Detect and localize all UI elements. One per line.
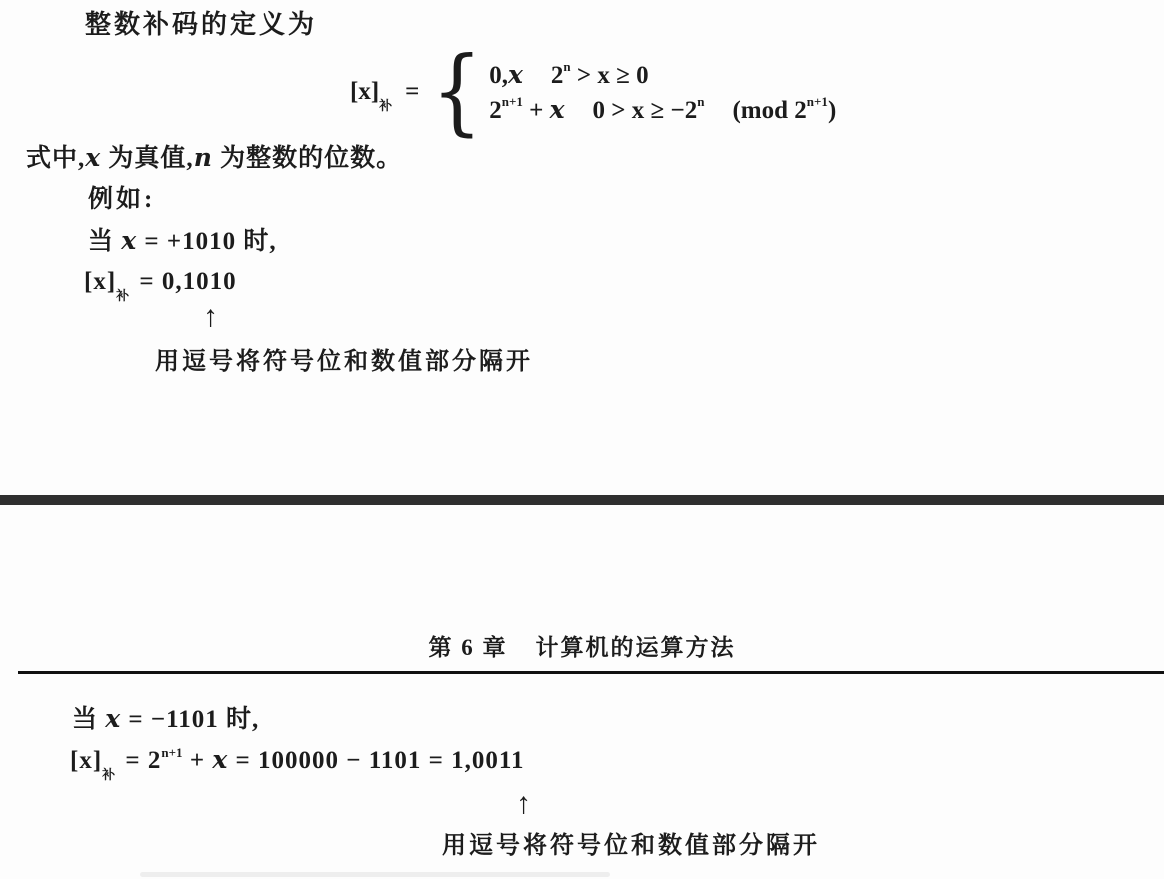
example2-complement-subscript: 补 bbox=[102, 767, 116, 782]
complement-subscript: 补 bbox=[379, 98, 393, 113]
example1-result-lhs: [x] bbox=[84, 268, 117, 295]
case2-cond-text: 0 > x ≥ −2 bbox=[592, 96, 698, 124]
intro-line: 整数补码的定义为 bbox=[85, 10, 318, 39]
equals-sign: = bbox=[405, 78, 420, 105]
case2-value-x: x bbox=[549, 94, 565, 124]
case1-value-x: x bbox=[507, 59, 523, 89]
where-p3: 为整数的位数。 bbox=[212, 145, 403, 172]
example2-result-lhs: [x] bbox=[70, 747, 103, 774]
where-p1: 式中, bbox=[26, 145, 86, 172]
case1-cond-base: 2 bbox=[550, 61, 564, 89]
case1-cond-rest: > x ≥ 0 bbox=[570, 61, 649, 89]
left-brace: { bbox=[431, 37, 483, 146]
formula-lhs bbox=[350, 78, 420, 113]
mod-exponent: n+1 bbox=[806, 94, 828, 110]
example2-result-exponent: n+1 bbox=[161, 744, 183, 760]
where-clause-line bbox=[26, 142, 402, 174]
example1-when-post: = +1010 时, bbox=[137, 228, 277, 255]
example1-result-value: = 0,1010 bbox=[132, 268, 237, 295]
formula-case-1 bbox=[489, 60, 836, 90]
example2-when-post: = −1101 时, bbox=[121, 706, 260, 733]
case2-condition bbox=[592, 94, 705, 125]
case2-value-base: 2 bbox=[489, 96, 502, 124]
example1-caption: 用逗号将符号位和数值部分隔开 bbox=[155, 349, 533, 375]
where-p2: 为真值, bbox=[101, 145, 194, 172]
mod-annotation bbox=[732, 94, 837, 125]
case1-condition bbox=[550, 59, 649, 90]
case1-cond-exponent: n bbox=[563, 59, 571, 75]
complement-definition-formula bbox=[350, 37, 837, 146]
header-rule bbox=[18, 671, 1164, 674]
page-break-divider bbox=[0, 495, 1164, 505]
example2-when-line bbox=[72, 703, 259, 735]
page-bottom-scan-smudge bbox=[140, 872, 610, 877]
example2-up-arrow: ↑ bbox=[516, 787, 531, 820]
example1-when-line bbox=[88, 225, 277, 257]
example2-when-x: x bbox=[105, 704, 122, 733]
example-label: 例如: bbox=[88, 186, 156, 213]
example2-caption: 用逗号将符号位和数值部分隔开 bbox=[442, 833, 820, 859]
chapter-number: 第 6 章 bbox=[428, 635, 508, 660]
example1-up-arrow: ↑ bbox=[203, 300, 218, 333]
case2-value bbox=[489, 95, 564, 125]
example1-complement-subscript: 补 bbox=[116, 288, 130, 303]
example2-result-p2: + bbox=[182, 747, 213, 774]
case2-value-exponent: n+1 bbox=[501, 94, 523, 110]
mod-text: (mod 2 bbox=[732, 96, 807, 124]
example1-when-pre: 当 bbox=[88, 228, 122, 255]
case2-value-plus: + bbox=[522, 96, 550, 124]
formula-lhs-bracket-x: [x] bbox=[350, 78, 380, 105]
case1-value bbox=[489, 60, 523, 90]
where-n: n bbox=[193, 143, 213, 172]
example2-result-p3: = 100000 − 1101 = 1,0011 bbox=[228, 747, 525, 774]
chapter-header bbox=[0, 629, 1164, 662]
example1-result-line bbox=[84, 266, 237, 303]
example2-result-line bbox=[70, 744, 525, 782]
example1-when-x: x bbox=[121, 226, 138, 255]
case1-value-text: 0, bbox=[489, 61, 508, 89]
formula-cases bbox=[489, 60, 836, 125]
chapter-title: 计算机的运算方法 bbox=[535, 635, 736, 660]
example2-result-x: x bbox=[212, 745, 229, 774]
example2-when-pre: 当 bbox=[72, 706, 106, 733]
mod-close-paren: ) bbox=[827, 96, 837, 124]
where-x: x bbox=[85, 143, 102, 172]
formula-case-2 bbox=[489, 95, 836, 125]
example2-result-p1: = 2 bbox=[118, 747, 162, 774]
case2-cond-exponent: n bbox=[697, 94, 705, 110]
